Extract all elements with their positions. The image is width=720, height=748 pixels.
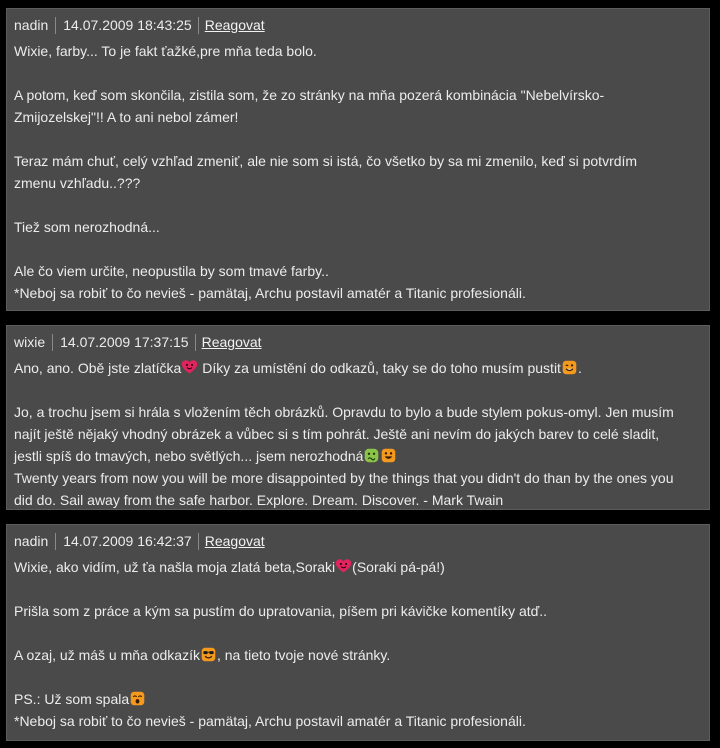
text-segment: jestli spíš do tmavých, nebo světlých... jsem nerozhodná bbox=[14, 448, 364, 464]
text-segment: PS.: Už som spala bbox=[14, 691, 130, 707]
author-name: wixie bbox=[14, 334, 46, 350]
blank-line bbox=[14, 62, 703, 84]
comment-post bbox=[6, 524, 710, 741]
post-text-line bbox=[14, 357, 703, 379]
post-header bbox=[14, 15, 703, 35]
text-segment: Díky za umístění do odkazů, taky se do toho musím pustit bbox=[198, 360, 561, 376]
post-signature: did do. Sail away from the safe harbor. Explore. Dream. Discover. - Mark Twain bbox=[14, 492, 504, 508]
post-text-line bbox=[14, 556, 703, 578]
post-header bbox=[14, 531, 703, 551]
text-segment: A ozaj, už máš u mňa odkazík bbox=[14, 647, 200, 663]
blank-line bbox=[14, 578, 703, 600]
post-text-line: Jo, a trochu jsem si hrála s vložením těch obrázků. Opravdu to bylo a bude stylem pokus-omyl. Jen musím bbox=[14, 404, 674, 420]
blank-line bbox=[14, 194, 703, 216]
post-body bbox=[14, 40, 703, 304]
post-signature: *Neboj sa robiť to čo nevieš - pamätaj, Archu postavil amatér a Titanic profesionáli. bbox=[14, 713, 526, 729]
post-body bbox=[14, 556, 703, 732]
sleepy-emoticon-icon bbox=[129, 690, 146, 707]
blank-line bbox=[14, 128, 703, 150]
text-segment: (Soraki pá-pá!) bbox=[352, 559, 445, 575]
blank-line bbox=[14, 666, 703, 688]
author-name: nadin bbox=[14, 533, 49, 549]
post-text-line: A potom, keď som skončila, zistila som, že zo stránky na mňa pozerá kombinácia "Nebelvírsko- bbox=[14, 87, 605, 103]
post-text-line: Zmijozelskej"!! A to ani nebol zámer! bbox=[14, 109, 239, 125]
comment-post bbox=[6, 8, 710, 311]
text-segment: . bbox=[577, 360, 582, 376]
blank-line bbox=[14, 238, 703, 260]
post-text-line: Prišla som z práce a kým sa pustím do upratovania, píšem pri kávičke komentíky atď.. bbox=[14, 603, 548, 619]
heart-emoticon-icon bbox=[335, 558, 352, 575]
reply-link[interactable]: Reagovat bbox=[204, 17, 265, 33]
text-segment: Wixie, ako vidím, už ťa našla moja zlatá beta,Soraki bbox=[14, 559, 336, 575]
post-date: 14.07.2009 16:42:37 bbox=[63, 533, 192, 549]
blank-line bbox=[14, 622, 703, 644]
post-text-line: Tiež som nerozhodná... bbox=[14, 219, 160, 235]
text-segment: Ano, ano. Obě jste zlatíčka bbox=[14, 360, 182, 376]
post-header bbox=[14, 332, 703, 352]
wink-emoticon-icon bbox=[561, 359, 578, 376]
grin-emoticon-icon bbox=[380, 447, 397, 464]
post-signature: *Neboj sa robiť to čo nevieš - pamätaj, Archu postavil amatér a Titanic profesionáli. bbox=[14, 285, 526, 301]
post-text-line bbox=[14, 644, 703, 666]
reply-link[interactable]: Reagovat bbox=[204, 533, 265, 549]
sick-emoticon-icon bbox=[363, 447, 380, 464]
post-text-line: najít ještě nějaký vhodný obrázek a vůbec si s tím pohrát. Ještě ani nevím do jakých barev to celé sladit, bbox=[14, 426, 660, 442]
post-text-line: Wixie, farby... To je fakt ťažké,pre mňa teda bolo. bbox=[14, 43, 317, 59]
post-text-line: zmenu vzhľadu..??? bbox=[14, 175, 141, 191]
post-body bbox=[14, 357, 703, 511]
post-text-line: Teraz mám chuť, celý vzhľad zmeniť, ale nie som si istá, čo všetko by sa mi zmenilo, keď si potvrdím bbox=[14, 153, 638, 169]
sunglasses-emoticon-icon bbox=[200, 646, 217, 663]
reply-link[interactable]: Reagovat bbox=[201, 334, 262, 350]
post-date: 14.07.2009 17:37:15 bbox=[60, 334, 189, 350]
text-segment: , na tieto tvoje nové stránky. bbox=[216, 647, 391, 663]
author-name: nadin bbox=[14, 17, 49, 33]
heart-emoticon-icon bbox=[181, 359, 198, 376]
post-text-line bbox=[14, 445, 703, 467]
post-signature: Twenty years from now you will be more disappointed by the things that you didn't do than by the ones you bbox=[14, 470, 674, 486]
blank-line bbox=[14, 379, 703, 401]
post-date: 14.07.2009 18:43:25 bbox=[63, 17, 192, 33]
comment-post bbox=[6, 325, 710, 510]
post-text-line: Ale čo viem určite, neopustila by som tmavé farby.. bbox=[14, 263, 329, 279]
post-text-line bbox=[14, 688, 703, 710]
